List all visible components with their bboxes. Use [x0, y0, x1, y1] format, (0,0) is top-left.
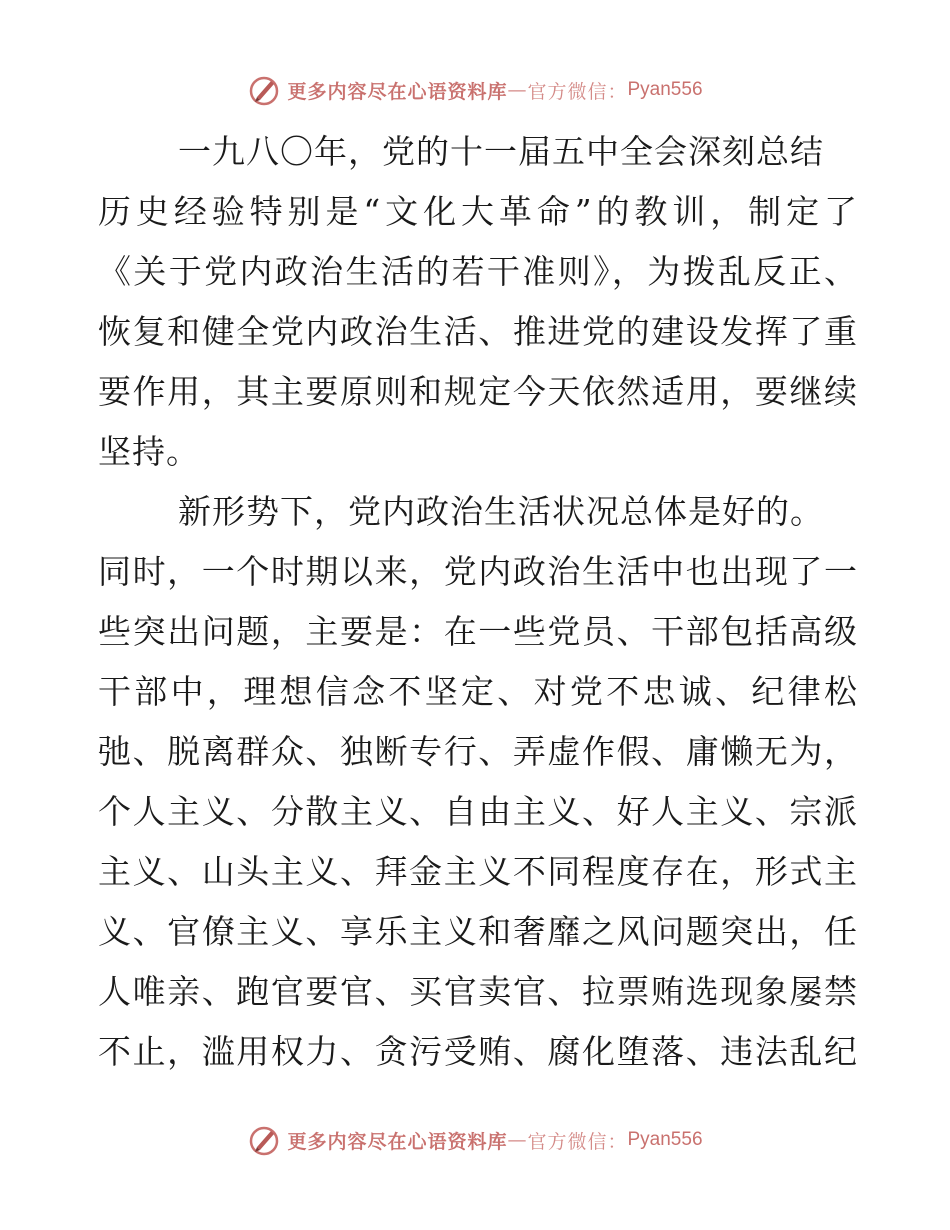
- text-line: 《关于党内政治生活的若干准则》，为拨乱反正、: [98, 252, 858, 291]
- text-line: 同时，一个时期以来，党内政治生活中也出现了一: [98, 552, 858, 591]
- text-line: 义、官僚主义、享乐主义和奢靡之风问题突出，任: [98, 912, 858, 951]
- watermark-main-text: 更多内容尽在心语资料库: [287, 1130, 508, 1153]
- text-line: 不止，滥用权力、贪污受贿、腐化堕落、违法乱纪: [98, 1032, 858, 1071]
- paragraph-2: [98, 482, 858, 1082]
- header-watermark: [0, 70, 950, 110]
- text-line: 坚持。: [98, 432, 200, 471]
- watermark-dash: —: [507, 79, 528, 101]
- text-line: 些突出问题，主要是：在一些党员、干部包括高级: [98, 612, 858, 651]
- pen-logo-icon: [247, 1123, 281, 1157]
- text-line: 恢复和健全党内政治生活、推进党的建设发挥了重: [98, 312, 858, 351]
- text-line: 一九八〇年，党的十一届五中全会深刻总结: [178, 132, 824, 171]
- watermark-secondary-text: 官方微信：: [527, 1130, 628, 1153]
- watermark-wechat-id: Pyan556: [627, 79, 703, 100]
- text-line: 要作用，其主要原则和规定今天依然适用，要继续: [98, 372, 858, 411]
- watermark-secondary-text: 官方微信：: [527, 80, 628, 103]
- paragraph-1: [98, 122, 858, 482]
- text-line: 弛、脱离群众、独断专行、弄虚作假、庸懒无为，: [98, 732, 858, 771]
- pen-logo-icon: [247, 73, 281, 107]
- watermark-dash: —: [507, 1129, 528, 1151]
- text-line: 干部中，理想信念不坚定、对党不忠诚、纪律松: [98, 672, 858, 711]
- text-line: 个人主义、分散主义、自由主义、好人主义、宗派: [98, 792, 858, 831]
- document-body: [98, 122, 858, 1082]
- text-line: 人唯亲、跑官要官、买官卖官、拉票贿选现象屡禁: [98, 972, 858, 1011]
- text-line: 新形势下，党内政治生活状况总体是好的。: [178, 492, 824, 531]
- text-line: 主义、山头主义、拜金主义不同程度存在，形式主: [98, 852, 858, 891]
- footer-watermark: [0, 1120, 950, 1160]
- text-line: 历史经验特别是“文化大革命”的教训，制定了: [98, 192, 858, 231]
- watermark-main-text: 更多内容尽在心语资料库: [287, 80, 508, 103]
- watermark-wechat-id: Pyan556: [627, 1129, 703, 1150]
